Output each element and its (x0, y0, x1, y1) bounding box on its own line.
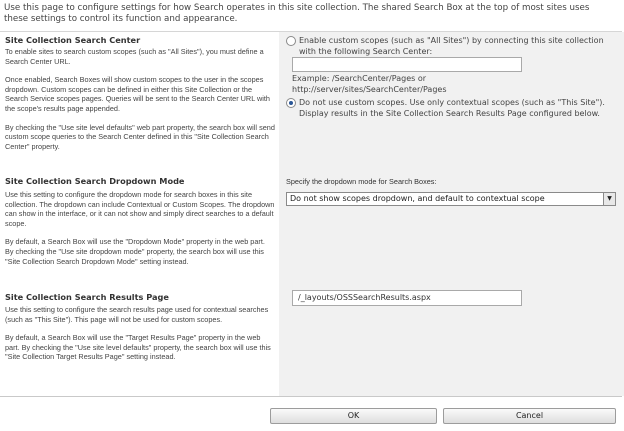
description-paragraph: Once enabled, Search Boxes will show custom scopes to the user in the scopes dropdown. Custom scopes can be defined in either this Site Collection or the Search Service scopes pages. Queries will be sent to the Search Center URL with the scope's results page appended. (5, 75, 270, 113)
description-paragraph: Use this setting to configure the search results page used for contextual searches (such as "This Site"). This page will not be used for custom scopes. (5, 305, 269, 324)
dropdown-mode-selected: Do not show scopes dropdown, and default to contextual scope (290, 194, 545, 203)
description-paragraph: Use this setting to configure the dropdown mode for search boxes in this site collection. The dropdown can include Contextual or Custom Scopes. The dropdown can show in the interface, or it can not show and simply direct searches to a default scope. (5, 190, 275, 228)
results-page-title: Site Collection Search Results Page (5, 292, 169, 302)
description-paragraph: By checking the "Use site level defaults" web part property, the search box will send custom scope queries to the Search Center defined in this "Site Collection Search Center" property. (5, 122, 275, 151)
description-paragraph: By default, a Search Box will use the "Dropdown Mode" property in the web part. By checking the "Use site dropdown mode" property, the search box will use this "Site Collection Search Dropdown Mode" setting instead. (5, 237, 265, 266)
search-center-title: Site Collection Search Center (5, 35, 141, 45)
page-description: Use this page to configure settings for how Search operates in this site collection. The shared Search Box at the top of most sites uses these settings to control its function and appearance. (4, 3, 590, 24)
disable-custom-scopes-label: Do not use custom scopes. Use only contextual scopes (such as "This Site"). Display results in the Site Collection Search Results Page configured below. (299, 98, 605, 118)
description-paragraph: By default, a Search Box will use the "Target Results Page" property in the web part. By checking the "Use site level defaults" property, the search box will use this "Site Collection Target Results Page" setting instead. (5, 333, 271, 362)
search-center-url-input[interactable] (292, 57, 522, 72)
ok-button[interactable]: OK (270, 408, 437, 424)
radio-selected[interactable] (286, 98, 296, 108)
divider (0, 396, 622, 397)
dropdown-mode-description (5, 190, 275, 275)
results-page-url-input[interactable]: /_layouts/OSSSearchResults.aspx (292, 290, 522, 306)
dropdown-mode-select[interactable] (286, 192, 616, 206)
dropdown-mode-title: Site Collection Search Dropdown Mode (5, 176, 185, 186)
dropdown-mode-label: Specify the dropdown mode for Search Boxes: (286, 177, 437, 186)
radio-unselected[interactable] (286, 36, 296, 46)
cancel-button[interactable]: Cancel (443, 408, 616, 424)
search-center-example: Example: /SearchCenter/Pages or http://server/sites/SearchCenter/Pages (292, 74, 447, 94)
description-paragraph: To enable sites to search custom scopes (such as "All Sites"), you must define a Search Center URL. (5, 47, 264, 66)
results-page-description (5, 305, 275, 371)
chevron-down-icon[interactable]: ▼ (603, 193, 615, 205)
enable-custom-scopes-label: Enable custom scopes (such as "All Sites") by connecting this site collection with the following Search Center: (299, 36, 604, 56)
search-center-description (5, 47, 275, 160)
